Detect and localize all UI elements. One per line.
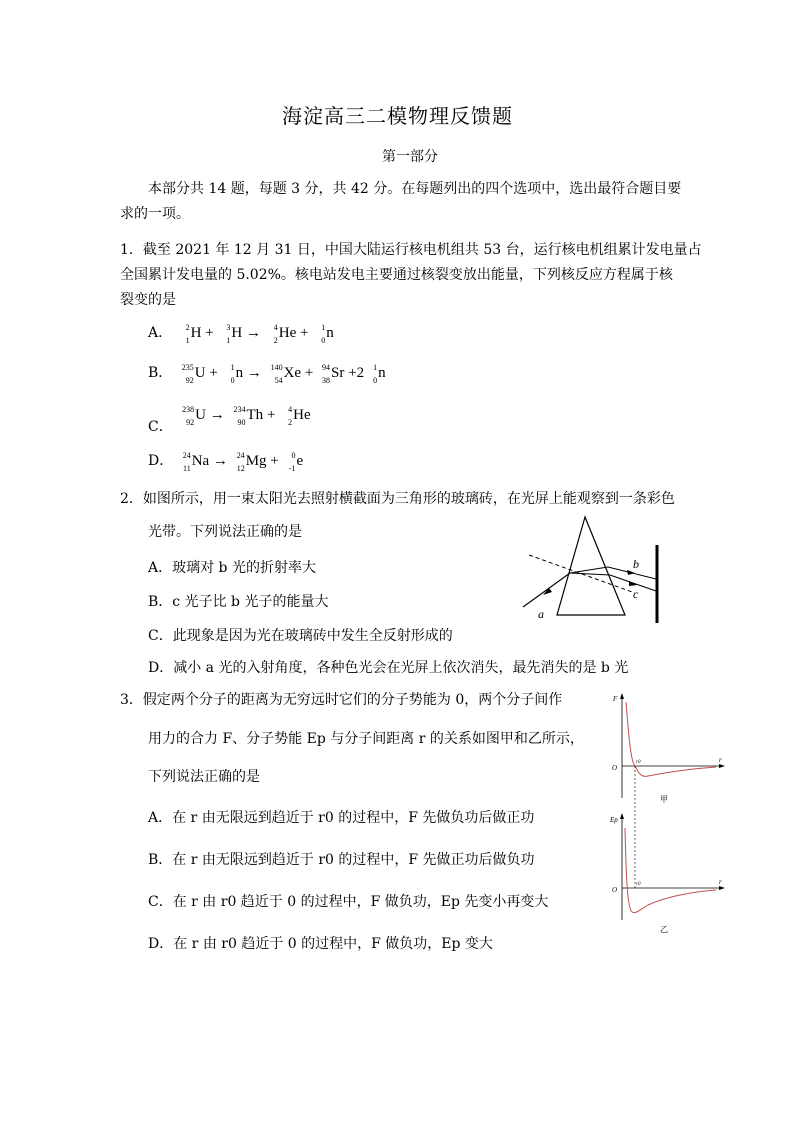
q3-option-c[interactable]: C．在 r 由 r0 趋近于 0 的过程中，F 做负功，Ep 先变小再变大 [148, 894, 549, 910]
q3-option-d[interactable]: D．在 r 由 r0 趋近于 0 的过程中，F 做负功，Ep 变大 [148, 936, 493, 952]
q3-option-b[interactable]: B．在 r 由无限远到趋近于 r0 的过程中，F 先做正功后做负功 [148, 852, 535, 868]
q2-stem-line-1: 2．如图所示，用一束太阳光去照射横截面为三角形的玻璃砖，在光屏上能观察到一条彩色 [120, 491, 675, 507]
q1-option-d-equation: 24 11 Na → 24 12 Mg + 0 -1 e [182, 450, 304, 473]
graph1-caption: 甲 [660, 795, 668, 804]
q1-stem-line-2: 全国累计发电量的 5.02%。核电站发电主要通过核裂变放出能量，下列核反应方程属于核 [120, 267, 673, 283]
q3-stem-line-3: 下列说法正确的是 [148, 769, 260, 785]
q3-stem-line-2: 用力的合力 F、分子势能 Ep 与分子间距离 r 的关系如图甲和乙所示， [148, 731, 584, 747]
section-heading: 第一部分 [382, 149, 438, 165]
q1-option-b-equation: 235 92 U + 1 0 n → 140 54 Xe + 94 38 Sr +2 1 0 n [181, 362, 386, 385]
q1-stem-line-1: 1．截至 2021 年 12 月 31 日，中国大陆运行核电机组共 53 台，运行核电机组累计发电量占 [120, 242, 702, 258]
potential-energy-graph [608, 810, 728, 936]
q2-option-c[interactable]: C．此现象是因为光在玻璃砖中发生全反射形成的 [148, 628, 453, 644]
intro-line-1: 本部分共 14 题，每题 3 分，共 42 分。在每题列出的四个选项中，选出最符合题目要 [148, 181, 682, 197]
page-title: 海淀高三二模物理反馈题 [282, 104, 513, 128]
q1-option-c-letter: C． [148, 419, 173, 435]
origin-label-1: O [612, 764, 618, 772]
incident-ray-a [523, 573, 570, 607]
q2-option-b[interactable]: B．c 光子比 b 光子的能量大 [148, 594, 329, 610]
prism-diagram [515, 515, 675, 630]
r-axis-label-1: r [719, 756, 722, 764]
potential-curve [625, 828, 716, 913]
ep-axis-label: Ep [610, 816, 618, 824]
label-c: c [633, 587, 639, 601]
intro-line-2: 求的一项。 [120, 206, 190, 222]
q3-stem-line-1: 3．假定两个分子的距离为无穷远时它们的分子势能为 0，两个分子间作 [120, 692, 563, 708]
f-axis-label: F [613, 695, 618, 703]
graph2-caption: 乙 [660, 925, 668, 934]
q1-option-c[interactable] [148, 404, 311, 435]
q1-option-d[interactable] [148, 450, 303, 473]
ray-in-glass-b [570, 567, 608, 573]
r0-label-2: r0 [636, 882, 641, 887]
force-curve [626, 702, 716, 776]
origin-label-2: O [612, 886, 618, 894]
r-axis-label-2: r [719, 878, 722, 886]
force-graph [608, 690, 728, 810]
q1-option-c-equation: 238 92 U → 234 90 Th + 4 2 He [182, 404, 311, 427]
q1-option-a-equation: 2 1 H + 3 1 H → 4 2 He + 1 0 n [185, 322, 334, 345]
label-a: a [538, 607, 544, 621]
q1-stem-line-3: 裂变的是 [120, 292, 176, 308]
ray-in-glass-c [570, 573, 610, 575]
q2-option-a[interactable]: A．玻璃对 b 光的折射率大 [148, 560, 316, 576]
q2-stem-line-2: 光带。下列说法正确的是 [148, 524, 302, 540]
q1-option-b[interactable] [148, 362, 386, 385]
r0-label-1: r0 [636, 760, 641, 765]
q1-option-a-letter: A． [148, 325, 173, 341]
q2-option-d[interactable]: D．减小 a 光的入射角度，各种色光会在光屏上依次消失，最先消失的是 b 光 [148, 660, 629, 676]
glass-prism [557, 517, 625, 615]
q3-option-a[interactable]: A．在 r 由无限远到趋近于 r0 的过程中，F 先做负功后做正功 [148, 810, 535, 826]
q1-option-b-letter: B． [148, 365, 173, 381]
q1-option-a[interactable] [148, 322, 334, 345]
q1-option-d-letter: D． [148, 453, 174, 469]
label-b: b [633, 557, 639, 571]
